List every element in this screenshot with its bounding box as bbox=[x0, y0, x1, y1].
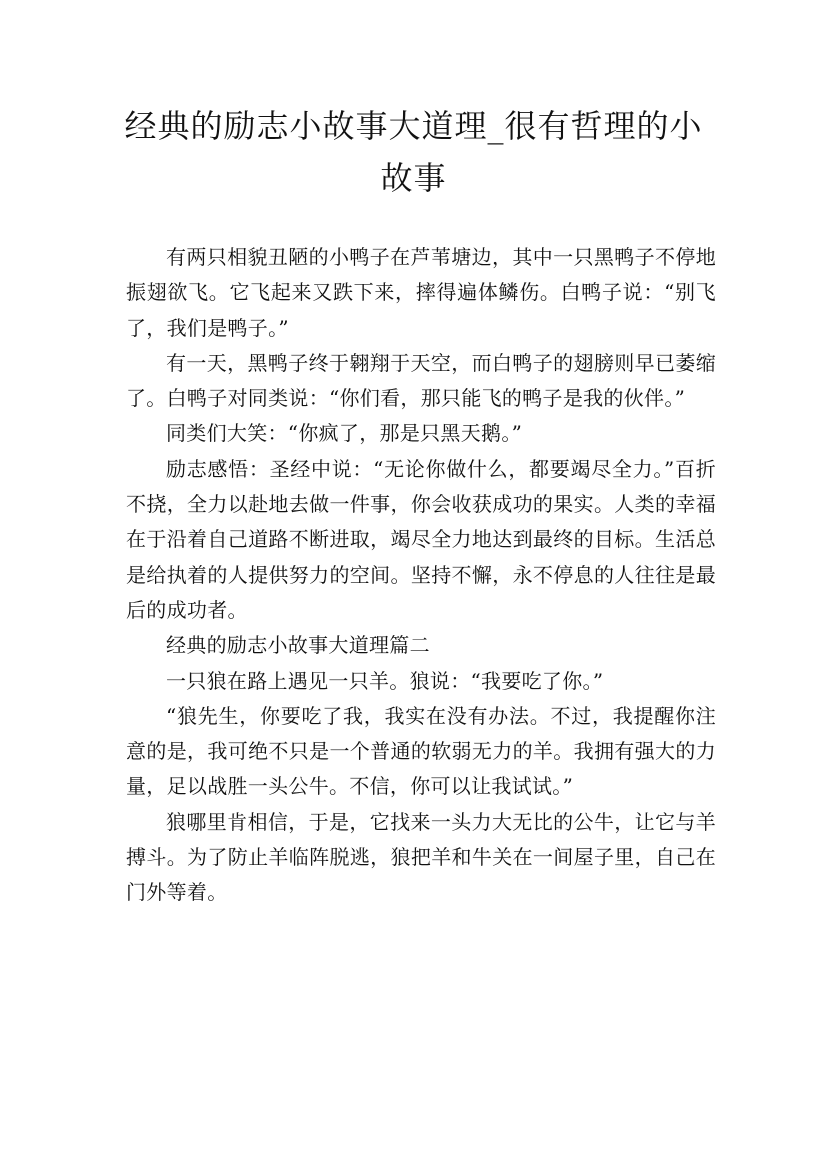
paragraph: 同类们大笑：“你疯了，那是只黑天鹅。” bbox=[166, 421, 523, 446]
document-title: 经典的励志小故事大道理_很有哲理的小故事 bbox=[124, 107, 703, 197]
document-body bbox=[126, 240, 716, 911]
paragraph: 一只狼在路上遇见一只羊。狼说：“我要吃了你。” bbox=[166, 668, 604, 693]
paragraph: 有两只相貌丑陋的小鸭子在芦苇塘边，其中一只黑鸭子不停地振翅欲飞。它飞起来又跌下来，摔得遍体鳞伤。白鸭子说：“别飞了，我们是鸭子。” bbox=[126, 245, 716, 340]
paragraph: “狼先生，你要吃了我，我实在没有办法。不过，我提醒你注意的是，我可绝不只是一个普通的软弱无力的羊。我拥有强大的力量，足以战胜一头公牛。不信，你可以让我试试。” bbox=[126, 703, 716, 799]
paragraph: 励志感悟：圣经中说：“无论你做什么，都要竭尽全力。”百折不挠，全力以赴地去做一件事，你会收获成功的果实。人类的幸福在于沿着自己道路不断进取，竭尽全力地达到最终的目标。生活总是给执着的人提供努力的空间。坚持不懈，永不停息的人往往是最后的成功者。 bbox=[126, 456, 716, 622]
paragraph: 有一天，黑鸭子终于翱翔于天空，而白鸭子的翅膀则早已萎缩了。白鸭子对同类说：“你们看，那只能飞的鸭子是我的伙伴。” bbox=[126, 350, 716, 411]
paragraph: 狼哪里肯相信，于是，它找来一头力大无比的公牛，让它与羊搏斗。为了防止羊临阵脱逃，狼把羊和牛关在一间屋子里，自己在门外等着。 bbox=[126, 809, 716, 905]
section-heading: 经典的励志小故事大道理篇二 bbox=[166, 633, 430, 658]
